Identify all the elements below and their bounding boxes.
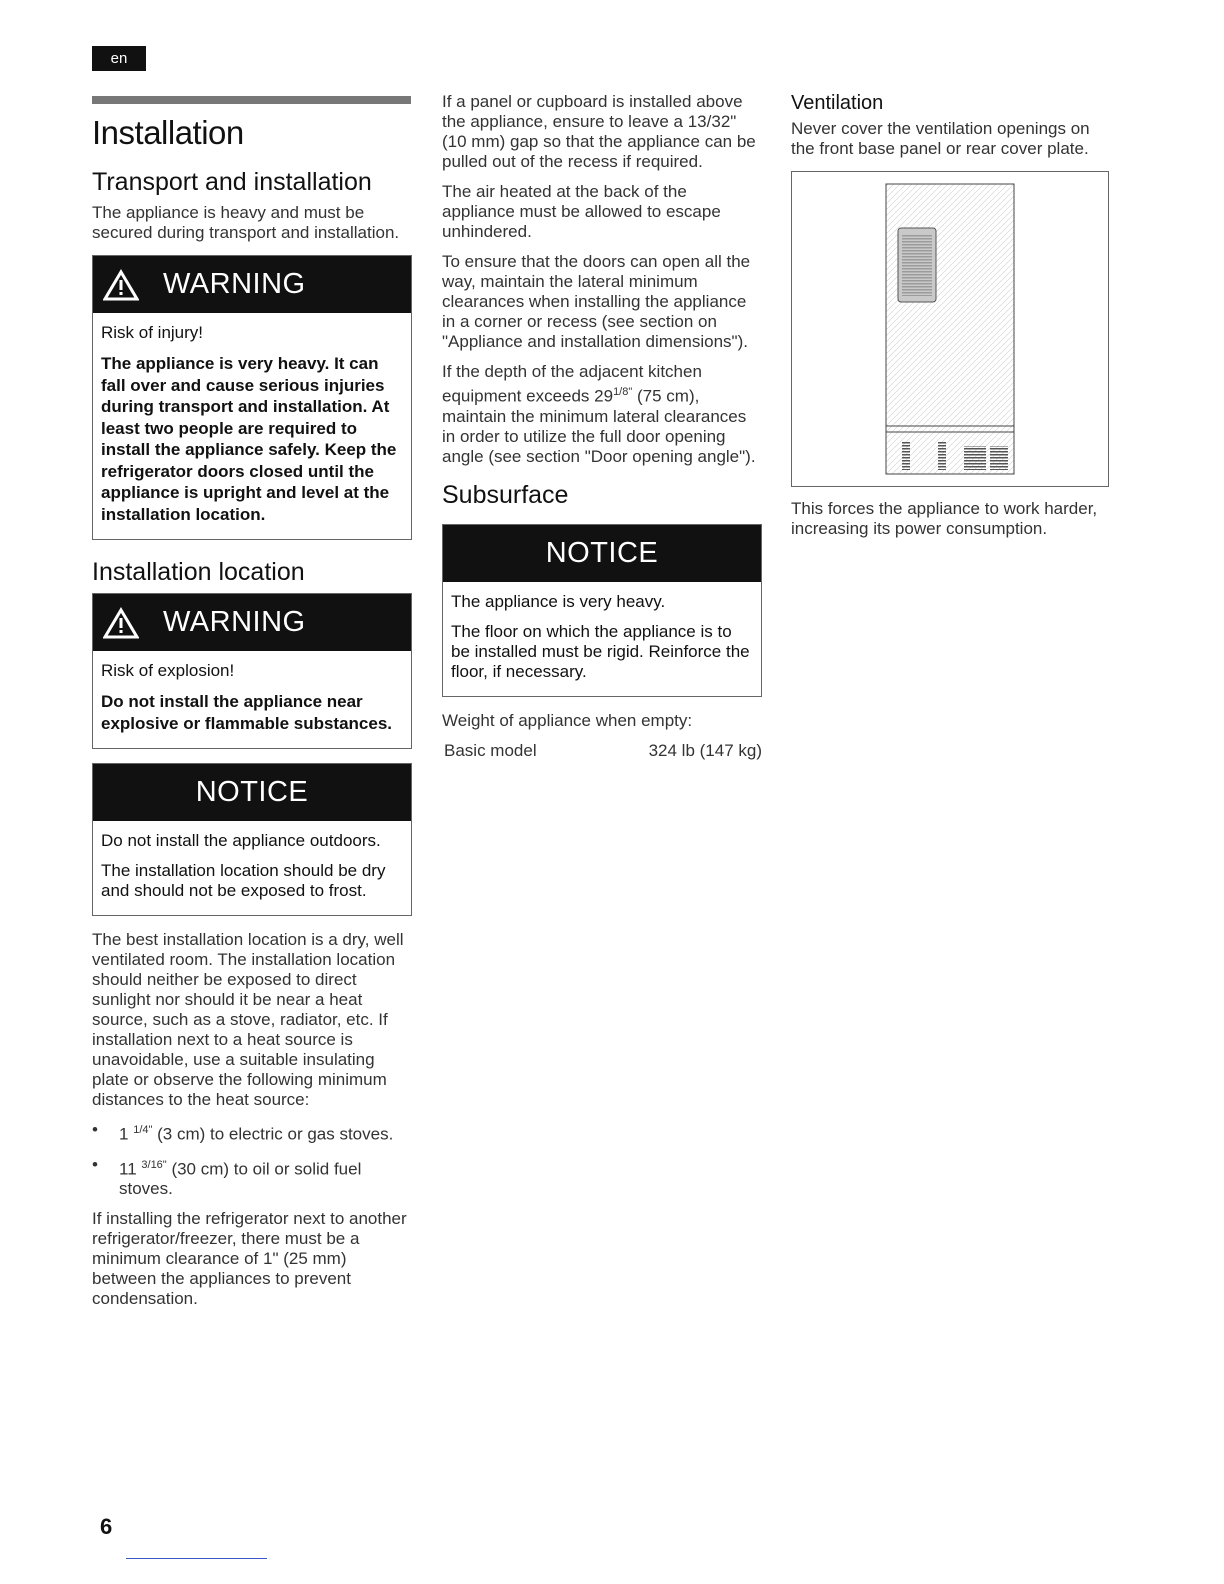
weight-row [442,741,762,761]
section-rule [92,96,411,104]
notice-header [443,525,761,582]
warning-risk: Risk of explosion! [101,661,235,680]
footer-rule [126,1558,267,1559]
weight-label: Weight of appliance when empty: [442,710,693,730]
ventilation-heading: Ventilation [791,92,884,114]
warning-label: WARNING [163,268,306,300]
notice-text: Do not install the appliance outdoors. [101,831,381,850]
transport-text: The appliance is heavy and must be secured during transport and installation. [92,203,400,242]
middle-column [442,92,762,761]
clearance-paragraph: If installing the refrigerator next to another refrigerator/freezer, there must be a minimum clearance of 1" (25 mm) between the appliances to prevent condensation. [92,1209,407,1309]
warning-text: The appliance is very heavy. It can fall over and cause serious injuries during transport and installation. At least two people are required to install the appliance safely. Keep the refrigerator doors closed until the appliance is upright and level at the installation location. [101,354,397,524]
warning-header [93,256,411,313]
model-weight: 324 lb (147 kg) [648,740,762,760]
appliance-illustration [791,171,1109,487]
notice-label: NOTICE [545,536,659,569]
location-heading: Installation location [92,558,305,586]
warning-box-injury [92,255,412,540]
paragraph: If the depth of the adjacent kitchen equipment exceeds $29^{1/8"}$ (75 cm), maintain the minimum lateral clearances in order to utilize the full door opening angle (see section "Door opening angle"). [442,362,756,466]
language-tag: en [92,46,146,71]
warning-box-explosion [92,593,412,749]
distance-list [92,1120,412,1199]
ventilation-caption: This forces the appliance to work harder, increasing its power consumption. [791,499,1098,538]
transport-heading: Transport and installation [92,168,372,196]
list-item: • 1 $^{1/4"}$ (3 cm) to electric or gas stoves. [92,1120,412,1145]
page-number: 6 [100,1514,113,1539]
notice-text: The floor on which the appliance is to be installed must be rigid. Reinforce the floor, if necessary. [451,621,750,681]
ventilation-text: Never cover the ventilation openings on the front base panel or rear cover plate. [791,119,1090,158]
location-paragraph: The best installation location is a dry, well ventilated room. The installation location should neither be exposed to direct sunlight nor should it be near a heat source, such as a stove, radiator, etc. If installation next to a heat source is unavoidable, use a suitable insulating plate or observe the following minimum distances to the heat source: [92,930,404,1109]
notice-box-subsurface [442,524,762,697]
notice-header [93,764,411,821]
paragraph: The air heated at the back of the appliance must be allowed to escape unhindered. [442,182,721,241]
warning-triangle-icon [103,269,139,301]
warning-text: Do not install the appliance near explosive or flammable substances. [101,692,393,733]
warning-risk: Risk of injury! [101,323,204,342]
model-name: Basic model [444,740,537,760]
notice-text: The appliance is very heavy. [451,591,666,611]
warning-triangle-icon [103,607,139,639]
left-column [92,110,412,1319]
notice-box-location [92,763,412,916]
paragraph: If a panel or cupboard is installed above the appliance, ensure to leave a 13/32" (10 mm) gap so that the appliance can be pulled out of the recess if required. [442,92,756,171]
subsurface-heading: Subsurface [442,480,569,509]
right-column [791,92,1111,549]
notice-text: The installation location should be dry and should not be exposed to frost. [101,861,386,900]
list-item: • 11 $^{3/16"}$ (30 cm) to oil or solid fuel stoves. [92,1155,412,1200]
notice-label: NOTICE [195,776,309,808]
page-title: Installation [92,114,244,151]
warning-header [93,594,411,651]
refrigerator-illustration [792,172,1108,486]
warning-label: WARNING [163,606,306,638]
paragraph: To ensure that the doors can open all the way, maintain the lateral minimum clearances when installing the appliance in a corner or recess (see section on "Appliance and installation dimensions"). [442,252,751,351]
